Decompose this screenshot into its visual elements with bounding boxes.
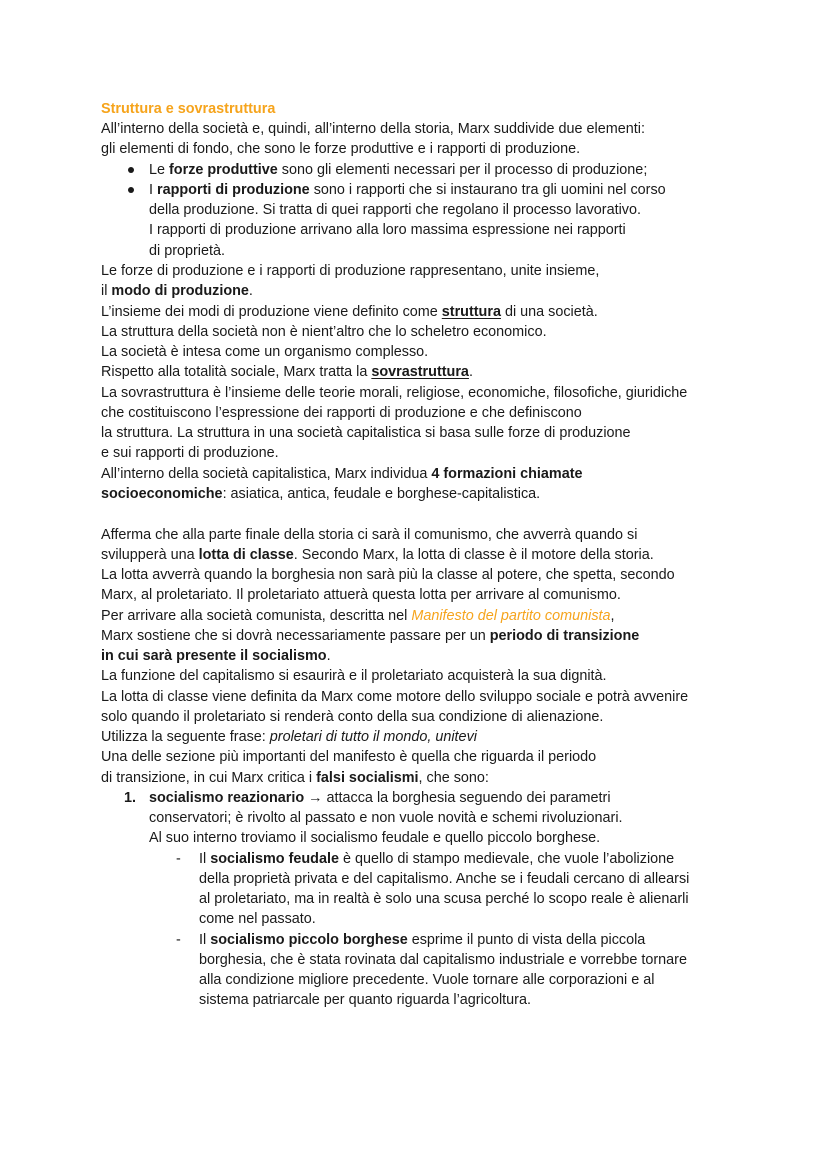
text-line: La struttura della società non è nient’altro che lo scheletro economico. <box>101 324 547 340</box>
bullet-dot <box>128 167 134 173</box>
text-line: della produzione. Si tratta di quei rapporti che regolano il processo lavorativo. <box>149 202 641 218</box>
list-item: Il socialismo feudale è quello di stampo medievale, che vuole l’abolizione <box>199 851 675 867</box>
text-line: Per arrivare alla società comunista, descritta nel Manifesto del partito comunista, <box>101 608 615 624</box>
text-line: Una delle sezione più importanti del manifesto è quella che riguarda il periodo <box>101 749 597 765</box>
text-line: come nel passato. <box>199 911 316 927</box>
text-line: di proprietà. <box>149 243 225 259</box>
text-line: il modo di produzione. <box>101 283 253 299</box>
text-line: gli elementi di fondo, che sono le forze produttive e i rapporti di produzione. <box>101 141 581 157</box>
text-line: alla condizione migliore precedente. Vuole tornare alle corporazioni e al <box>199 972 655 988</box>
bullet-item: I rapporti di produzione sono i rapporti che si instaurano tra gli uomini nel corso <box>149 182 666 198</box>
text-line: Al suo interno troviamo il socialismo feudale e quello piccolo borghese. <box>149 830 601 846</box>
text-line: e sui rapporti di produzione. <box>101 445 279 461</box>
bullet-item: Le forze produttive sono gli elementi necessari per il processo di produzione; <box>149 162 648 178</box>
text-line: I rapporti di produzione arrivano alla loro massima espressione nei rapporti <box>149 222 626 238</box>
text-line: in cui sarà presente il socialismo. <box>101 648 331 664</box>
text-line: di transizione, in cui Marx critica i falsi socialismi, che sono: <box>101 770 489 786</box>
text-line: Le forze di produzione e i rapporti di produzione rappresentano, unite insieme, <box>101 263 600 279</box>
dash-marker: - <box>176 932 181 948</box>
text-line: che costituiscono l’espressione dei rapporti di produzione e che definiscono <box>101 405 582 421</box>
text-line: Marx sostiene che si dovrà necessariamente passare per un periodo di transizione <box>101 628 640 644</box>
text-line: L’insieme dei modi di produzione viene definito come struttura di una società. <box>101 304 598 320</box>
text-line: Afferma che alla parte finale della storia ci sarà il comunismo, che avverrà quando si <box>101 527 638 543</box>
text-line: La lotta di classe viene definita da Marx come motore dello sviluppo sociale e potrà avvenire <box>101 689 689 705</box>
dash-marker: - <box>176 851 181 867</box>
text-line: sistema patriarcale per quanto riguarda l’agricoltura. <box>199 992 531 1008</box>
text-line: della proprietà privata e del capitalismo. Anche se i feudali cercano di allearsi <box>199 871 690 887</box>
text-line: la struttura. La struttura in una società capitalistica si basa sulle forze di produzione <box>101 425 631 441</box>
text-line: La società è intesa come un organismo complesso. <box>101 344 429 360</box>
text-line: solo quando il proletariato si renderà conto della sua condizione di alienazione. <box>101 709 604 725</box>
list-number: 1. <box>124 790 137 806</box>
text-line: Utilizza la seguente frase: proletari di tutto il mondo, unitevi <box>101 729 477 745</box>
text-line: conservatori; è rivolto al passato e non vuole novità e schemi rivoluzionari. <box>149 810 623 826</box>
text-line: svilupperà una lotta di classe. Secondo Marx, la lotta di classe è il motore della storia. <box>101 547 654 563</box>
text-line: socioeconomiche: asiatica, antica, feudale e borghese-capitalistica. <box>101 486 541 502</box>
book-title: Manifesto del partito comunista <box>411 608 611 624</box>
list-item: Il socialismo piccolo borghese esprime il punto di vista della piccola <box>199 932 646 948</box>
bullet-dot <box>128 187 134 193</box>
text-line: La sovrastruttura è l’insieme delle teorie morali, religiose, economiche, filosofiche, giuridiche <box>101 385 688 401</box>
text-line: All’interno della società capitalistica, Marx individua 4 formazioni chiamate <box>101 466 583 482</box>
text-line: La funzione del capitalismo si esaurirà e il proletariato acquisterà la sua dignità. <box>101 668 607 684</box>
list-item: socialismo reazionario → attacca la borghesia seguendo dei parametri <box>149 790 611 806</box>
section-heading: Struttura e sovrastruttura <box>101 101 276 117</box>
text-line: Marx, al proletariato. Il proletariato attuerà questa lotta per arrivare al comunismo. <box>101 587 621 603</box>
text-line: al proletariato, ma in realtà è solo una scusa perché lo scopo reale è alienarli <box>199 891 689 907</box>
text-line: La lotta avverrà quando la borghesia non sarà più la classe al potere, che spetta, secondo <box>101 567 675 583</box>
text-line: borghesia, che è stata rovinata dal capitalismo industriale e vorrebbe tornare <box>199 952 687 968</box>
text-line: Rispetto alla totalità sociale, Marx tratta la sovrastruttura. <box>101 364 473 380</box>
text-line: All’interno della società e, quindi, all’interno della storia, Marx suddivide due elementi: <box>101 121 645 137</box>
